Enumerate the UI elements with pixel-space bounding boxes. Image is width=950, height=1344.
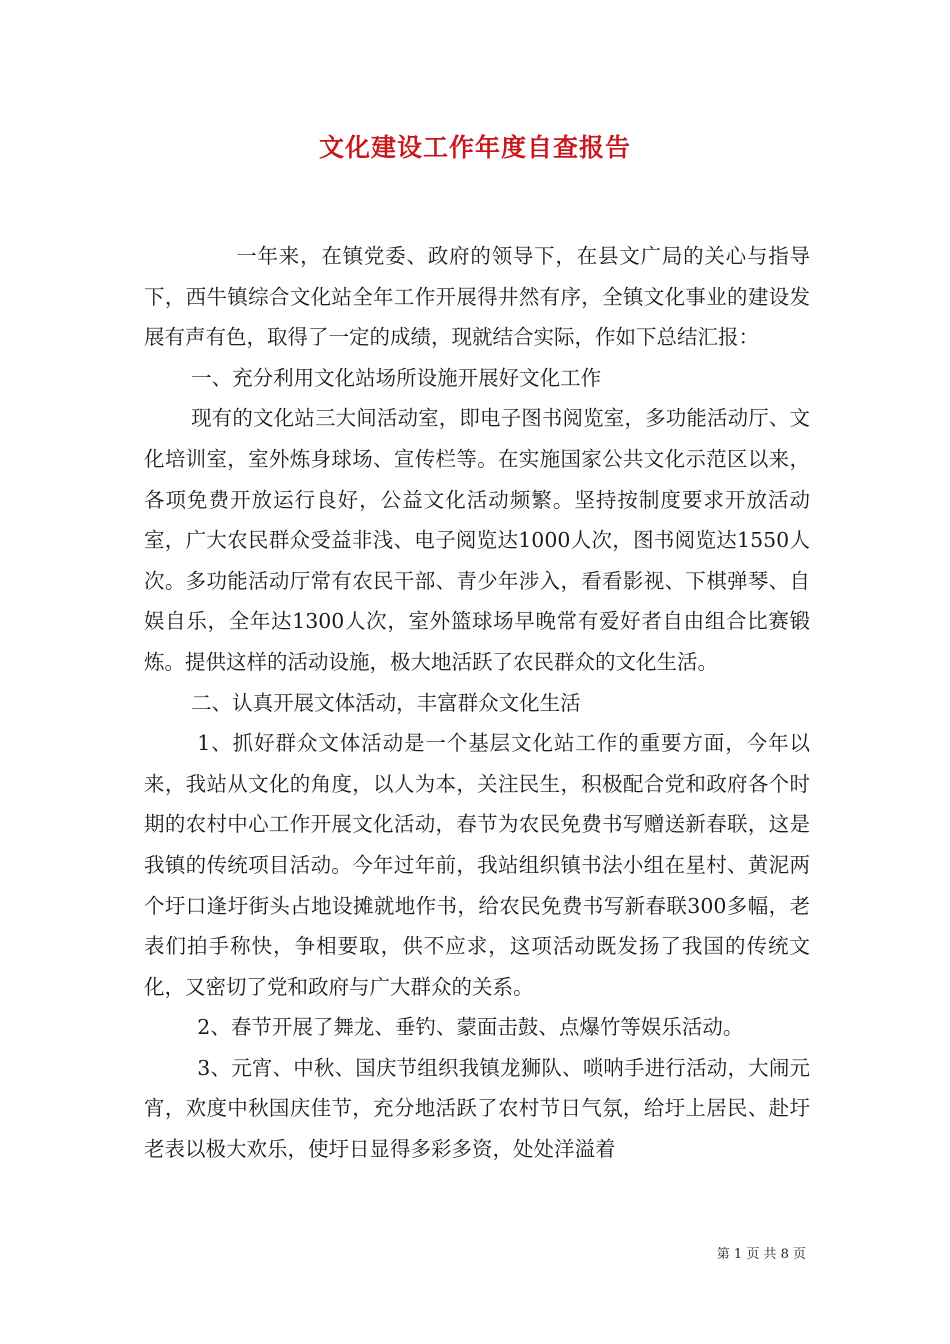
paragraph-item-2: 2、春节开展了舞龙、垂钓、蒙面击鼓、点爆竹等娱乐活动。: [197, 1015, 744, 1040]
paragraph-item-1: 1、抓好群众文体活动是一个基层文化站工作的重要方面，今年以来，我站从文化的角度，以人为本，关注民生，积极配合党和政府各个时期的农村中心工作开展文化活动，春节为农民免费书写赠送新春联，这是我镇的传统项目活动。今年过年前，我站组织镇书法小组在星村、黄泥两个圩口逢圩街头占地设摊就地作书，给农民免费书写新春联300多幅，老表们拍手称快，争相要取，供不应求，这项活动既发扬了我国的传统文化，又密切了党和政府与广大群众的关系。: [144, 731, 810, 999]
document-title: 文化建设工作年度自查报告: [318, 133, 631, 162]
page-number: 第 1 页 共 8 页: [716, 1247, 806, 1262]
section-heading-1: 一、充分利用文化站场所设施开展好文化工作: [191, 365, 602, 390]
paragraph-facilities: 现有的文化站三大间活动室，即电子图书阅览室，多功能活动厅、文化培训室，室外炼身球场、宣传栏等。在实施国家公共文化示范区以来，各项免费开放运行良好，公益文化活动频繁。坚持按制度要求开放活动室，广大农民群众受益非浅、电子阅览达1000人次，图书阅览达1550人次。多功能活动厅常有农民干部、青少年涉入，看看影视、下棋弹琴、自娱自乐，全年达1300人次，室外篮球场早晚常有爱好者自由组合比赛锻炼。提供这样的活动设施，极大地活跃了农民群众的文化生活。: [144, 406, 810, 674]
document-body: [144, 236, 810, 1170]
paragraph-intro: 一年来，在镇党委、政府的领导下，在县文广局的关心与指导下，西牛镇综合文化站全年工作开展得井然有序，全镇文化事业的建设发展有声有色，取得了一定的成绩，现就结合实际，作如下总结汇报：: [144, 244, 810, 350]
paragraph-item-3: 3、元宵、中秋、国庆节组织我镇龙狮队、唢呐手进行活动，大闹元宵，欢度中秋国庆佳节，充分地活跃了农村节日气氛，给圩上居民、赴圩老表以极大欢乐，使圩日显得多彩多资，处处洋溢着: [144, 1055, 810, 1162]
section-heading-2: 二、认真开展文体活动，丰富群众文化生活: [191, 690, 581, 715]
